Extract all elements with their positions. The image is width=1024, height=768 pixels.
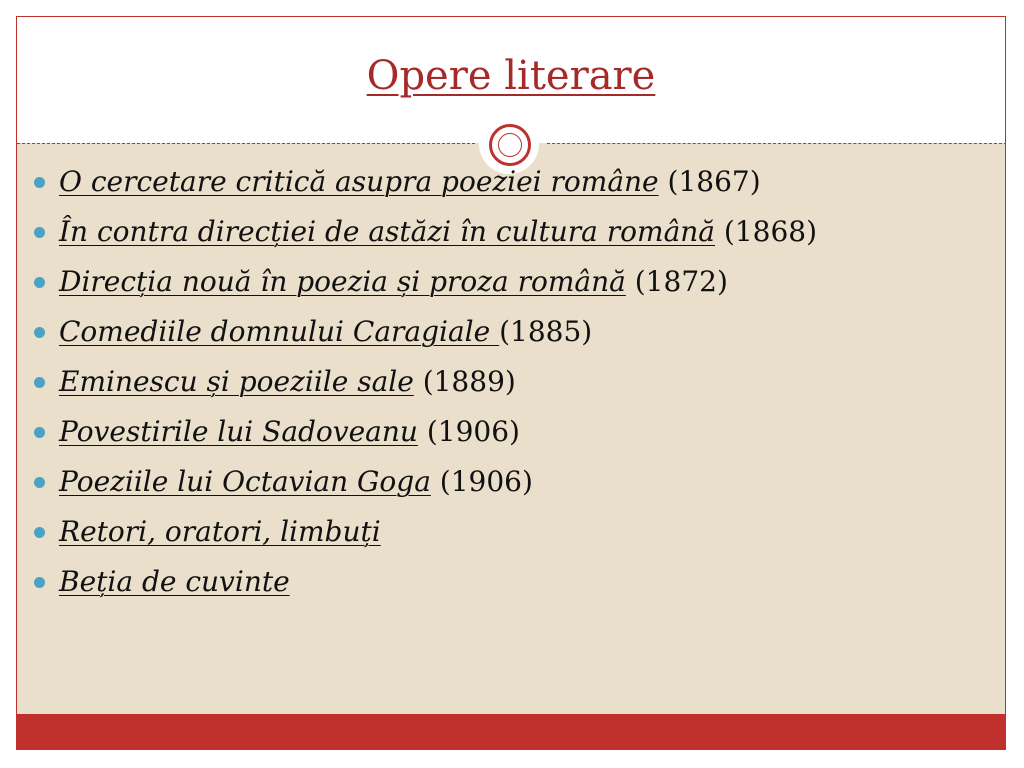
title-divider-right — [547, 143, 1006, 144]
work-title: Direcția nouă în poezia și proza română — [59, 265, 626, 298]
work-title: O cercetare critică asupra poeziei române — [59, 165, 659, 198]
works-list — [30, 164, 960, 614]
list-item — [30, 564, 960, 600]
work-year: (1867) — [658, 165, 761, 198]
work-title: Retori, oratori, limbuți — [59, 515, 381, 548]
list-item — [30, 264, 960, 300]
bullet-icon — [34, 427, 45, 438]
work-year: (1885) — [499, 315, 593, 348]
work-title: Poeziile lui Octavian Goga — [59, 465, 431, 498]
list-item — [30, 164, 960, 200]
work-title: În contra direcției de astăzi în cultura română — [59, 215, 715, 248]
bullet-icon — [34, 577, 45, 588]
bullet-icon — [34, 327, 45, 338]
list-item — [30, 314, 960, 350]
bullet-icon — [34, 527, 45, 538]
list-item — [30, 414, 960, 450]
circle-ornament-inner-ring — [498, 133, 522, 157]
work-title: Comediile domnului Caragiale — [59, 315, 500, 348]
list-item — [30, 214, 960, 250]
work-year: (1906) — [417, 415, 520, 448]
list-item — [30, 364, 960, 400]
bullet-icon — [34, 477, 45, 488]
title-divider-left — [17, 143, 475, 144]
work-year: (1872) — [625, 265, 728, 298]
work-year: (1889) — [413, 365, 516, 398]
work-title: Eminescu și poeziile sale — [59, 365, 414, 398]
list-item — [30, 464, 960, 500]
work-year: (1868) — [715, 215, 818, 248]
bullet-icon — [34, 277, 45, 288]
work-year: (1906) — [430, 465, 533, 498]
bullet-icon — [34, 177, 45, 188]
circle-ornament-icon — [489, 124, 531, 166]
bullet-icon — [34, 377, 45, 388]
footer-bar — [17, 714, 1005, 749]
work-title: Povestirile lui Sadoveanu — [59, 415, 418, 448]
list-item — [30, 514, 960, 550]
work-title: Beția de cuvinte — [59, 565, 290, 598]
slide-title: Opere literare — [366, 53, 656, 99]
bullet-icon — [34, 227, 45, 238]
